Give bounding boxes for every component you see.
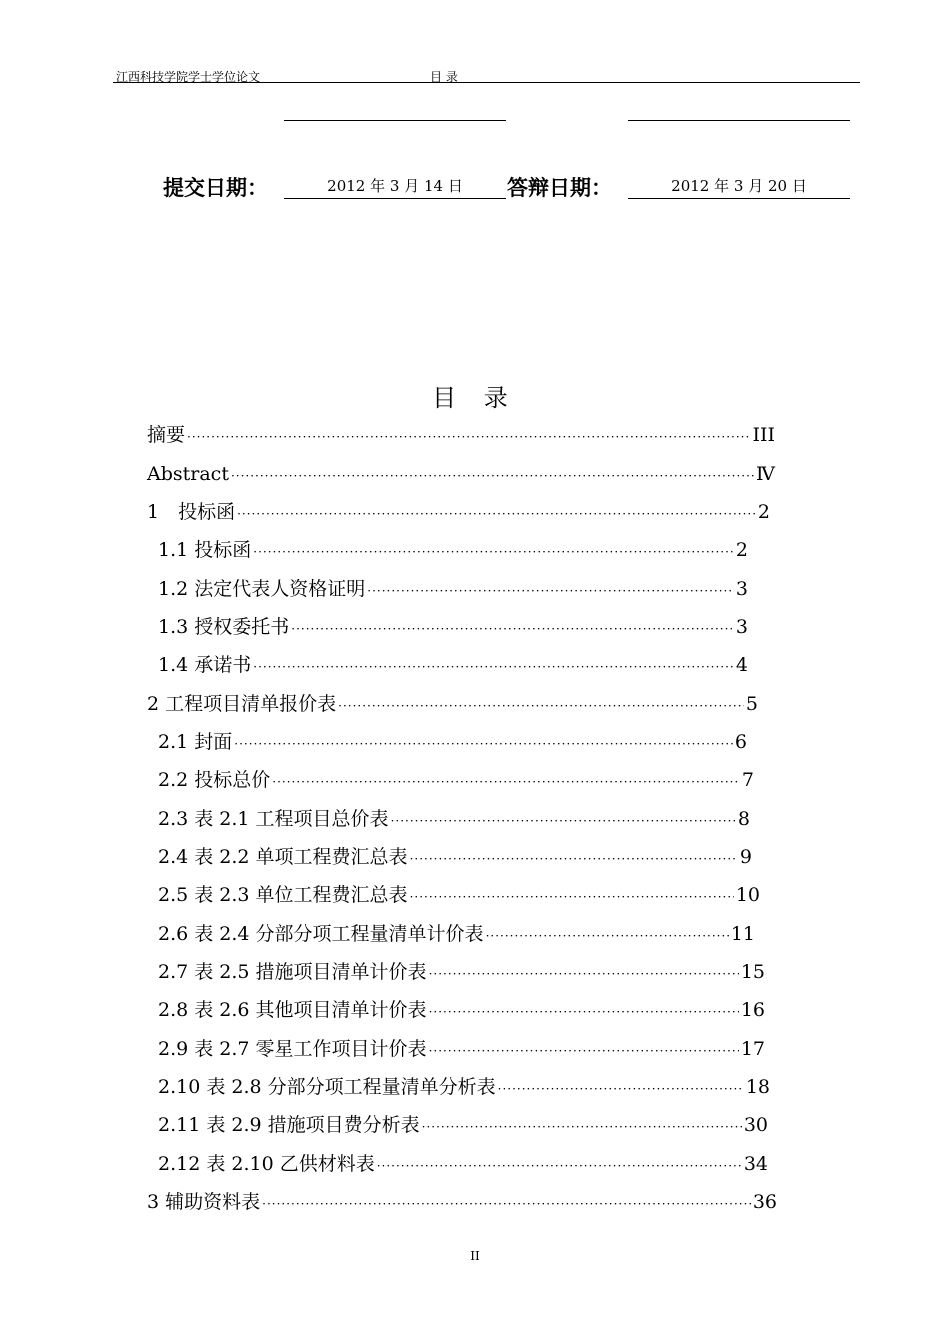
toc-entry[interactable] [147, 497, 770, 527]
submit-date-text: 2012 年 3 月 14 日 [327, 177, 463, 195]
toc-entry-label: 摘要 [147, 424, 186, 446]
submit-date-value [284, 174, 506, 199]
toc-entry-label: 2.3 表 2.1 工程项目总价表 [158, 808, 389, 830]
toc-entry-label: 2.6 表 2.4 分部分项工程量清单计价表 [158, 923, 484, 945]
toc-entry[interactable] [158, 880, 760, 910]
toc-entry[interactable] [158, 1110, 768, 1140]
toc-entry-label: 2.2 投标总价 [158, 769, 271, 791]
toc-entry-page: 11 [730, 923, 755, 945]
toc-leader-dots [187, 422, 750, 452]
toc-entry-page: 16 [740, 999, 765, 1021]
toc-entry[interactable] [158, 574, 748, 604]
toc-entry-page: 6 [734, 731, 747, 753]
toc-leader-dots [486, 921, 729, 951]
toc-entry-label: 2.9 表 2.7 零星工作项目计价表 [158, 1038, 427, 1060]
toc-leader-dots [429, 997, 739, 1027]
toc-entry-page: Ⅳ [756, 463, 775, 485]
toc-entry-page: 8 [737, 808, 750, 830]
toc-entry-page: 36 [752, 1191, 777, 1213]
toc-entry-page: 7 [741, 769, 754, 791]
toc-entry[interactable] [158, 535, 748, 565]
toc-leader-dots [272, 767, 740, 797]
header-rule [113, 82, 860, 83]
toc-leader-dots [231, 461, 754, 491]
toc-entry-label: 1 投标函 [147, 501, 236, 523]
toc-entry[interactable] [158, 1034, 765, 1064]
toc-title: 目 录 [432, 384, 518, 412]
toc-leader-dots [422, 1112, 742, 1142]
toc-entry-page: 9 [739, 846, 752, 868]
toc-leader-dots [391, 806, 736, 836]
toc-entry-page: 18 [745, 1076, 770, 1098]
toc-leader-dots [262, 1189, 751, 1219]
toc-entry[interactable] [158, 650, 748, 680]
toc-leader-dots [410, 882, 734, 912]
toc-entry[interactable] [158, 765, 754, 795]
toc-entry[interactable] [147, 459, 775, 489]
toc-leader-dots [367, 576, 734, 606]
toc-entry[interactable] [147, 420, 775, 450]
toc-entry-page: 2 [735, 539, 748, 561]
defense-date-value [628, 174, 850, 199]
header-section-title: 目 录 [430, 70, 458, 84]
toc-entry-label: 1.1 投标函 [158, 539, 252, 561]
header-school-title: 江西科技学院学士学位论文 [116, 70, 261, 84]
toc-entry-label: Abstract [147, 463, 229, 485]
toc-entry-label: 2 工程项目清单报价表 [147, 693, 337, 715]
toc-leader-dots [237, 499, 756, 529]
toc-entry-label: 1.2 法定代表人资格证明 [158, 578, 366, 600]
toc-entry[interactable] [158, 1149, 768, 1179]
toc-entry-label: 1.3 授权委托书 [158, 616, 290, 638]
toc-entry[interactable] [158, 919, 755, 949]
defense-date-text: 2012 年 3 月 20 日 [671, 177, 807, 195]
toc-entry-label: 2.5 表 2.3 单位工程费汇总表 [158, 884, 408, 906]
toc-entry-label: 2.8 表 2.6 其他项目清单计价表 [158, 999, 427, 1021]
toc-entry[interactable] [158, 1072, 770, 1102]
toc-entry[interactable] [158, 804, 750, 834]
toc-leader-dots [377, 1151, 742, 1181]
toc-entry-label: 2.12 表 2.10 乙供材料表 [158, 1153, 375, 1175]
toc-entry[interactable] [158, 957, 765, 987]
toc-entry-label: 2.11 表 2.9 措施项目费分析表 [158, 1114, 420, 1136]
toc-leader-dots [253, 537, 734, 567]
blank-line-left [284, 120, 506, 121]
toc-entry-label: 1.4 承诺书 [158, 654, 252, 676]
toc-leader-dots [338, 691, 744, 721]
toc-entry-label: 2.10 表 2.8 分部分项工程量清单分析表 [158, 1076, 496, 1098]
toc-entry-label: 2.4 表 2.2 单项工程费汇总表 [158, 846, 408, 868]
toc-entry-page: 30 [743, 1114, 768, 1136]
submit-date-label: 提交日期： [163, 176, 268, 200]
toc-entry-label: 2.7 表 2.5 措施项目清单计价表 [158, 961, 427, 983]
toc-leader-dots [253, 652, 734, 682]
toc-leader-dots [429, 959, 739, 989]
toc-leader-dots [410, 844, 738, 874]
toc-entry[interactable] [158, 612, 748, 642]
toc-leader-dots [234, 729, 733, 759]
toc-leader-dots [498, 1074, 744, 1104]
blank-line-right [628, 120, 850, 121]
toc-entry[interactable] [158, 727, 747, 757]
footer-page-number: II [470, 1249, 480, 1263]
toc-entry-page: 3 [735, 616, 748, 638]
toc-entry-page: 34 [743, 1153, 768, 1175]
toc-entry-page: 15 [740, 961, 765, 983]
toc-entry-page: 2 [757, 501, 770, 523]
toc-entry-page: 5 [745, 693, 758, 715]
toc-entry-page: 17 [740, 1038, 765, 1060]
toc-entry-page: 4 [735, 654, 748, 676]
toc-entry-page: 3 [735, 578, 748, 600]
toc-entry[interactable] [158, 995, 765, 1025]
toc-entry-label: 3 辅助资料表 [147, 1191, 261, 1213]
toc-leader-dots [429, 1036, 739, 1066]
toc-leader-dots [291, 614, 734, 644]
toc-entry-page: 10 [735, 884, 760, 906]
toc-entry[interactable] [158, 842, 752, 872]
toc-entry-label: 2.1 封面 [158, 731, 233, 753]
defense-date-label: 答辩日期： [507, 176, 612, 200]
toc-entry[interactable] [147, 689, 758, 719]
toc-entry-page: III [752, 424, 775, 446]
toc-entry[interactable] [147, 1187, 777, 1217]
